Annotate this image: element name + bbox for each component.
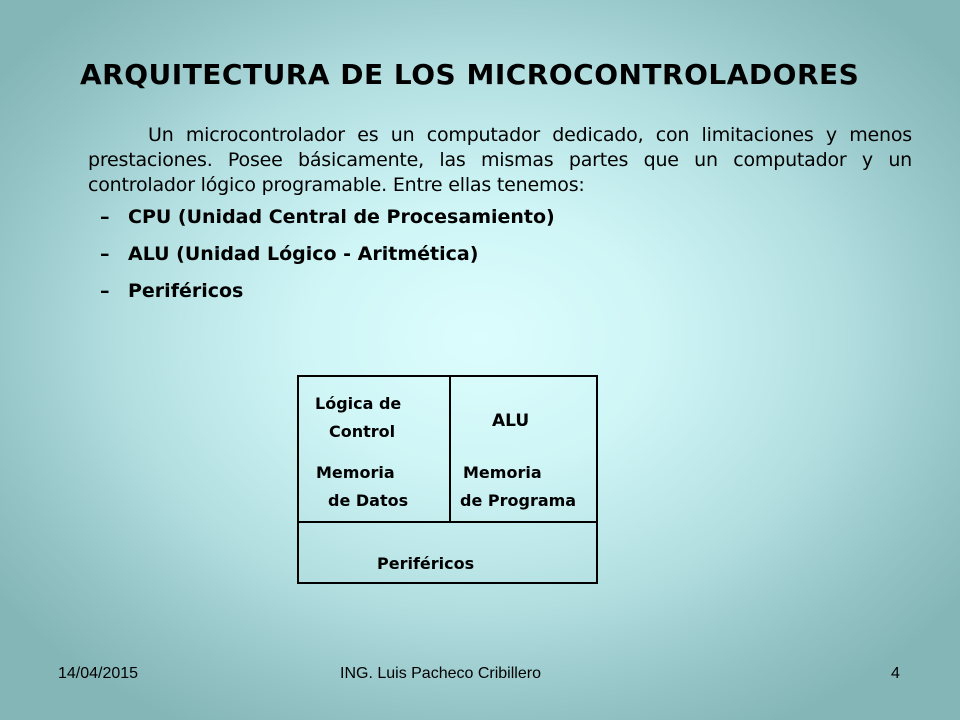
footer-page-number: 4: [891, 665, 900, 682]
architecture-diagram: [297, 375, 598, 584]
list-item-label: Periféricos: [128, 280, 244, 302]
component-list: [100, 206, 555, 317]
bullet-dash: –: [100, 280, 110, 302]
bullet-dash: –: [100, 243, 110, 265]
list-item-label: CPU (Unidad Central de Procesamiento): [128, 206, 555, 228]
intro-paragraph: Un microcontrolador es un computador dedicado, con limitaciones y menos prestaciones. Posee básicamente, las mismas partes que un computador y un controlador lógico programable. Entre ellas tenemos:: [88, 124, 912, 196]
bullet-dash: –: [100, 206, 110, 228]
slide-title: ARQUITECTURA DE LOS MICROCONTROLADORES: [80, 58, 860, 91]
data-memory-label-line2: de Datos: [328, 491, 409, 510]
program-memory-label-line2: de Programa: [460, 491, 577, 510]
control-logic-label-line2: Control: [329, 422, 396, 441]
alu-label: ALU: [492, 411, 530, 431]
data-memory-label-line1: Memoria: [316, 463, 395, 482]
list-item: [100, 280, 555, 317]
diagram-horizontal-divider: [299, 521, 596, 523]
list-item: [100, 206, 555, 243]
footer-date: 14/04/2015: [58, 665, 139, 682]
peripherals-label: Periféricos: [377, 554, 475, 573]
diagram-vertical-divider: [449, 377, 451, 523]
control-logic-label-line1: Lógica de: [315, 394, 402, 413]
list-item: [100, 243, 555, 280]
list-item-label: ALU (Unidad Lógico - Aritmética): [128, 243, 479, 265]
footer-author: ING. Luis Pacheco Cribillero: [340, 665, 541, 682]
program-memory-label-line1: Memoria: [463, 463, 542, 482]
